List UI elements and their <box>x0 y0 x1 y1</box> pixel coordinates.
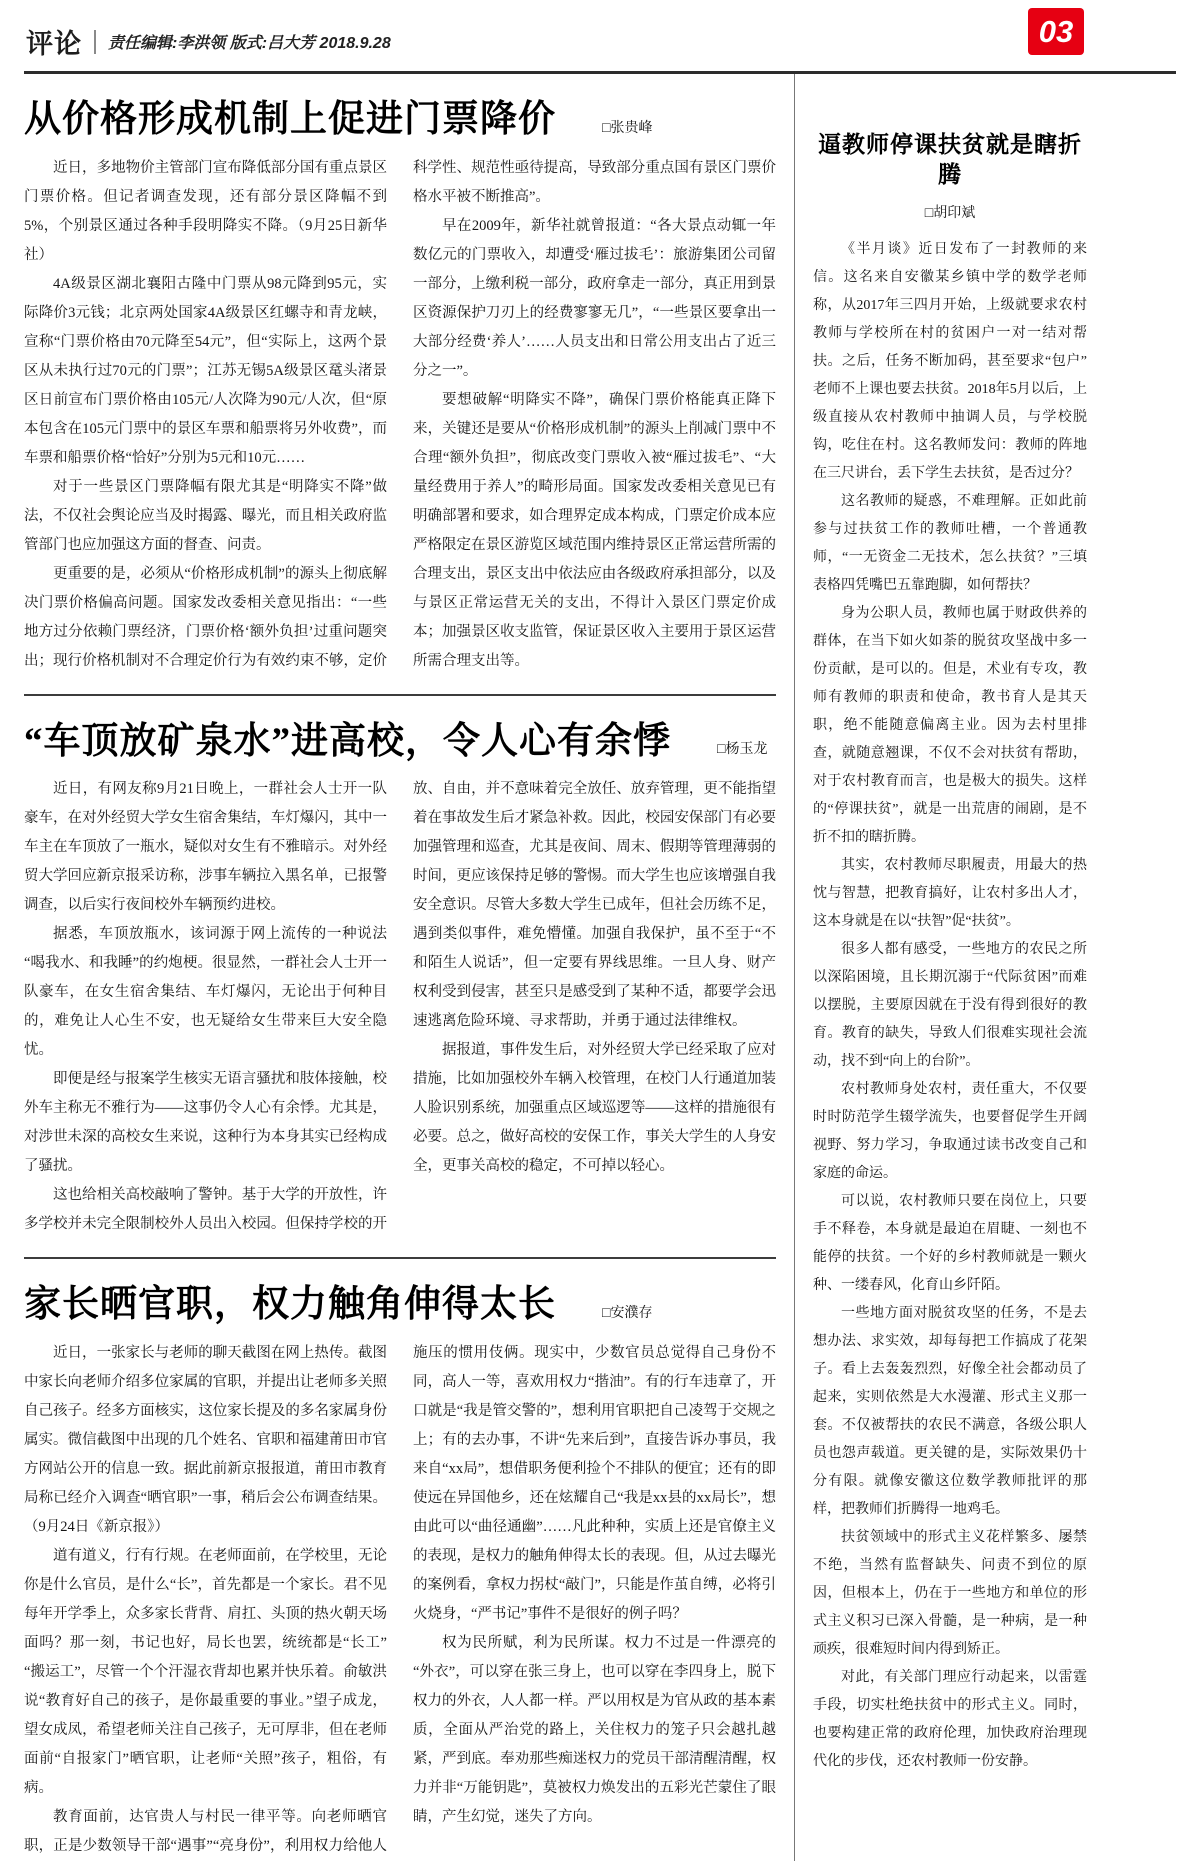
article-author: □安濮存 <box>602 1305 653 1321</box>
sidebar-article-title: 逼教师停课扶贫就是瞎折腾 <box>818 132 1082 187</box>
article-separator <box>24 694 776 696</box>
paragraph: 近日，有网友称9月21日晚上，一群社会人士开一队豪车，在对外经贸大学女生宿舍集结，车灯爆闪，其中一车主在车顶放了一瓶水，疑似对女生有不雅暗示。对外经贸大学回应新京报采访称，涉事车辆拉入黑名单，已报警调查，以后实行夜间校外车辆预约进校。 <box>24 781 387 914</box>
article-separator <box>24 1257 776 1259</box>
paragraph: 身为公职人员，教师也属于财政供养的群体，在当下如火如荼的脱贫攻坚战中多一份贡献，是可以的。但是，术业有专攻，教师有教师的职责和使命，教书育人是其天职，绝不能随意偏离主业。因为去村里排查，就随意翘课，不仅不会对扶贫有帮助，对于农村教育而言，也是极大的损失。这样的“停课扶贫”，就是一出荒唐的闹剧，是不折不扣的瞎折腾。 <box>813 605 1087 845</box>
paragraph: 对此，有关部门理应行动起来，以雷霆手段，切实杜绝扶贫中的形式主义。同时，也要构建正常的政府伦理，加快政府治理现代化的步伐，还农村教师一份安静。 <box>813 1669 1087 1769</box>
page-number-badge: 03 <box>1028 8 1084 55</box>
article-title-row <box>24 721 776 764</box>
paragraph: 这名教师的疑惑，不难理解。正如此前参与过扶贫工作的教师吐槽，一个普通教师，“一无资金二无技术，怎么扶贫？”三填表格四凭嘴巴五靠跑脚，如何帮扶？ <box>813 493 1087 593</box>
paragraph: 近日，一张家长与老师的聊天截图在网上热传。截图中家长向老师介绍多位家属的官职，并提出让老师多关照自己孩子。经多方面核实，这位家长提及的多名家属身份属实。微信截图中出现的几个姓名、官职和福建莆田市官方网站公开的信息一致。据此前新京报报道，莆田市教育局称已经介入调查“晒官职”一事，稍后会公布调查结果。（9月24日《新京报》） <box>24 1344 387 1535</box>
article-title: “车顶放矿泉水”进高校，令人心有余悸 <box>24 720 671 762</box>
article-body <box>24 1339 776 1861</box>
paragraph: 权为民所赋，利为民所谋。权力不过是一件漂亮的“外衣”，可以穿在张三身上，也可以穿在李四身上，脱下权力的外衣，人人都一样。严以用权是为官从政的基本素质，全面从严治党的路上，关住权力的笼子只会越扎越紧，严到底。奉劝那些痴迷权力的党员干部清醒清醒，权力并非“万能钥匙”，莫被权力焕发出的五彩光芒蒙住了眼睛，产生幻觉，迷失了方向。 <box>413 1634 776 1825</box>
article-mineral-water <box>24 721 776 1240</box>
paragraph: 据报道，事件发生后，对外经贸大学已经采取了应对措施，比如加强校外车辆入校管理，在校门人行通道加装人脸识别系统，加强重点区域巡逻等——这样的措施很有必要。总之，做好高校的安保工作，事关大学生的人身安全，更事关高校的稳定，不可掉以轻心。 <box>413 1042 776 1175</box>
article-title: 家长晒官职，权力触角伸得太长 <box>24 1284 556 1326</box>
content-area <box>24 74 1176 1861</box>
paragraph: 其实，农村教师尽职履责，用最大的热忱与智慧，把教育搞好，让农村多出人才，这本身就是在以“扶智”促“扶贫”。 <box>813 857 1087 929</box>
paragraph: 更重要的是，必须从“价格形成机制”的源头上彻底解决门票价格偏高问题。国家发改委相关意见指出：“一些地方过分依赖门票经济，门票价格‘额外负担’过重问题突出；现行价格机制对不合理定价行为有效约束不够，定价科学性、规范性亟待提高，导致部分重点国有景区门票价格水平被不断推高”。 <box>24 159 776 669</box>
article-body <box>24 775 776 1239</box>
page-header <box>24 0 1176 74</box>
article-ticket-price <box>24 99 776 676</box>
paragraph: 一些地方面对脱贫攻坚的任务，不是去想办法、求实效，却每每把工作搞成了花架子。看上去轰轰烈烈，好像全社会都动员了起来，实则依然是大水漫灌、形式主义那一套。不仅被帮扶的农民不满意，各级公职人员也怨声载道。更关键的是，实际效果仍十分有限。就像安徽这位数学教师批评的那样，把教师们折腾得一地鸡毛。 <box>813 1305 1087 1517</box>
sidebar-article-body <box>813 236 1087 1776</box>
paragraph: 道有道义，行有行规。在老师面前，在学校里，无论你是什么官员，是什么“长”，首先都是一个家长。君不见每年开学季上，众多家长背背、肩扛、头顶的热火朝天场面吗？那一刻，书记也好，局长也罢，统统都是“长工”“搬运工”，尽管一个个汗湿衣背却也累并快乐着。俞敏洪说“教育好自己的孩子，是你最重要的事业。”望子成龙，望女成凤，希望老师关注自己孩子，无可厚非，但在老师面前“自报家门”晒官职，让老师“关照”孩子，粗俗，有病。 <box>24 1547 387 1796</box>
paragraph: 农村教师身处农村，责任重大，不仅要时时防范学生辍学流失，也要督促学生开阔视野、努力学习，争取通过读书改变自己和家庭的命运。 <box>813 1081 1087 1181</box>
article-title-row <box>24 99 776 142</box>
paragraph: 《半月谈》近日发布了一封教师的来信。这名来自安徽某乡镇中学的数学老师称，从2017年三四月开始，上级就要求农村教师与学校所在村的贫困户一对一结对帮扶。之后，任务不断加码，甚至要求“包户”老师不上课也要去扶贫。2018年5月以后，上级直接从农村教师中抽调人员，与学校脱钩，吃住在村。这名教师发问：教师的阵地在三尺讲台，丢下学生去扶贫，是否过分？ <box>813 241 1087 481</box>
paragraph: 可以说，农村教师只要在岗位上，只要手不释卷，本身就是最迫在眉睫、一刻也不能停的扶贫。一个好的乡村教师就是一颗火种、一缕春风，化育山乡阡陌。 <box>813 1193 1087 1293</box>
paragraph: 近日，多地物价主管部门宣布降低部分国有重点景区门票价格。但记者调查发现，还有部分景区降幅不到5%，个别景区通过各种手段明降实不降。（9月25日新华社） <box>24 159 387 263</box>
article-title-row <box>24 1284 776 1327</box>
paragraph: 扶贫领域中的形式主义花样繁多、屡禁不绝，当然有监督缺失、问责不到位的原因，但根本上，仍在于一些地方和单位的形式主义积习已深入骨髓，是一种病，是一种顽疾，很难短时间内得到矫正。 <box>813 1529 1087 1657</box>
article-body <box>24 154 776 676</box>
section-title: 评论 <box>26 29 82 59</box>
article-author: □张贵峰 <box>602 120 653 136</box>
article-title: 从价格形成机制上促进门票降价 <box>24 99 556 140</box>
paragraph: 早在2009年，新华社就曾报道：“各大景点动辄一年数亿元的门票收入，却遭受‘雁过拔毛’：旅游集团公司留一部分，上缴利税一部分，政府拿走一部分，真正用到景区资源保护刀刃上的经费寥寥无几”，“一些景区要拿出一大部分经费‘养人’……人员支出和日常公用支出占了近三分之一”。 <box>413 217 776 379</box>
paragraph: 对于一些景区门票降幅有限尤其是“明降实不降”做法，不仅社会舆论应当及时揭露、曝光，而且相关政府监管部门也应加强这方面的督查、问责。 <box>24 478 387 553</box>
paragraph: 据悉，车顶放瓶水，该词源于网上流传的一种说法“喝我水、和我睡”的约炮梗。很显然，一群社会人士开一队豪车，在女生宿舍集结、车灯爆闪，无论出于何种目的，难免让人心生不安，也无疑给女生带来巨大安全隐忧。 <box>24 926 387 1059</box>
main-articles <box>24 74 776 1861</box>
paragraph: 即便是经与报案学生核实无语言骚扰和肢体接触，校外车主称无不雅行为——这事仍令人心有余悸。尤其是，对涉世未深的高校女生来说，这种行为本身其实已经构成了骚扰。 <box>24 1071 387 1175</box>
paragraph: 很多人都有感受，一些地方的农民之所以深陷困境，且长期沉溺于“代际贫困”而难以摆脱，主要原因就在于没有得到很好的教育。教育的缺失，导致人们很难实现社会流动，找不到“向上的台阶”。 <box>813 941 1087 1069</box>
paragraph: 这也给相关高校敲响了警钟。基于大学的开放性，许多学校并未完全限制校外人员出入校园。但保持学校的开放、自由，并不意味着完全放任、放弃管理，更不能指望着在事故发生后才紧急补救。因此，校园安保部门有必要加强管理和巡查，尤其是夜间、周末、假期等管理薄弱的时间，更应该保持足够的警惕。而大学生也应该增强自我安全意识。尽管大多数大学生已成年，但社会历练不足，遇到类似事件，难免懵懂。加强自我保护，虽不至于“不和陌生人说话”，但一定要有界线思维。一旦人身、财产权利受到侵害，甚至只是感受到了某种不适，都要学会迅速逃离危险环境、寻求帮助，并勇于通过法律维权。 <box>24 781 776 1233</box>
article-author: □杨玉龙 <box>717 742 768 758</box>
editor-line: 责任编辑:李洪领 版式:吕大芳 2018.9.28 <box>108 35 391 52</box>
sidebar-article <box>794 74 1087 1861</box>
header-divider-bar <box>94 30 96 54</box>
paragraph: 要想破解“明降实不降”，确保门票价格能真正降下来，关键还是要从“价格形成机制”的源头上削减门票中不合理“额外负担”，彻底改变门票收入被“雁过拔毛”、“大量经费用于养人”的畸形局面。国家发改委相关意见已有明确部署和要求，如合理界定成本构成，门票定价成本应严格限定在景区游览区域范围内维持景区正常运营所需的合理支出，景区支出中依法应由各级政府承担部分，以及与景区正常运营无关的支出，不得计入景区门票定价成本；加强景区收支监管，保证景区收入主要用于景区运营所需合理支出等。 <box>413 391 776 669</box>
paragraph: 4A级景区湖北襄阳古隆中门票从98元降到95元，实际降价3元钱；北京两处国家4A级景区红螺寺和青龙峡，宣称“门票价格由70元降至54元”，但“实际上，这两个景区从未执行过70元的门票”；江苏无锡5A级景区鼋头渚景区日前宣布门票价格由105元/人次降为90元/人次，但“原本包含在105元门票中的景区车票和船票将另外收费”，而车票和船票价格“恰好”分别为5元和10元…… <box>24 275 387 466</box>
paragraph: 教育面前，达官贵人与村民一律平等。向老师晒官职，正是少数领导干部“遇事”“亮身份”，利用权力给他人施压的惯用伎俩。现实中，少数官员总觉得自己身份不同，高人一等，喜欢用权力“揩油”。有的行车违章了，开口就是“我是管交警的”，想利用官职把自己凌驾于交规之上；有的去办事，不讲“先来后到”，直接告诉办事员，我来自“xx局”，想借职务便利捡个不排队的便宜；还有的即使远在异国他乡，还在炫耀自己“我是xx县的xx局长”，想由此可以“曲径通幽”……凡此种种，实质上还是官僚主义的表现，是权力的触角伸得太长的表现。但，从过去曝光的案例看，拿权力拐杖“敲门”，只能是作茧自缚，必将引火烧身，“严书记”事件不是很好的例子吗？ <box>24 1344 776 1854</box>
sidebar-article-author: □胡印斌 <box>924 205 976 221</box>
article-parents-official <box>24 1284 776 1861</box>
